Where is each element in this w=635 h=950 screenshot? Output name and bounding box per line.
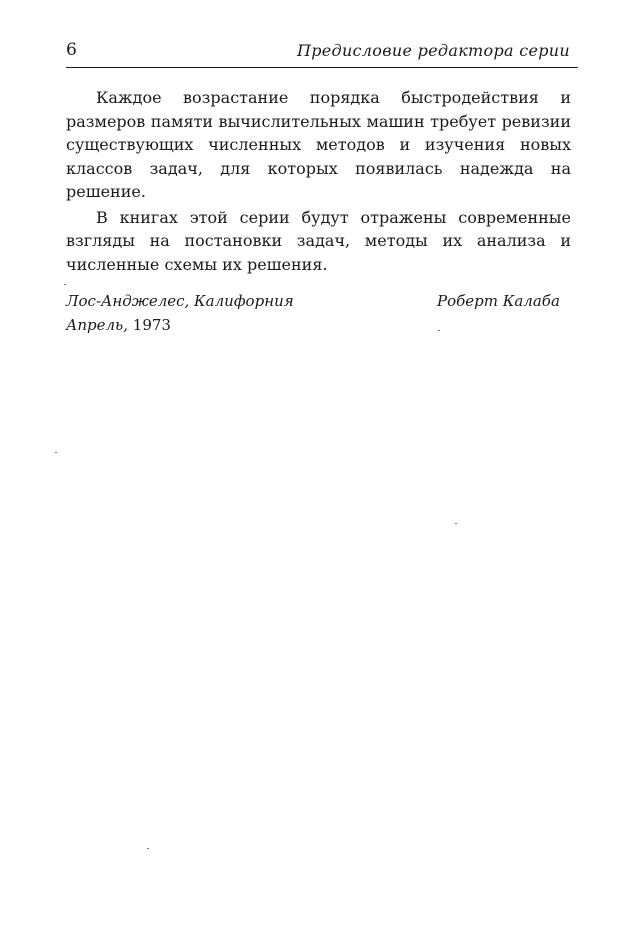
- paragraph-2: В книгах этой серии будут отражены современные взгляды на постановки задач, методы их анализа и численные схемы их решения.: [66, 207, 571, 274]
- body-text: [66, 86, 571, 276]
- signature-place: Лос-Анджелес, Калифорния: [66, 292, 294, 310]
- signature-month: Апрель,: [66, 316, 128, 334]
- signature-year: 1973: [132, 316, 171, 334]
- scan-speck: [455, 523, 457, 524]
- paragraph-1: Каждое возрастание порядка быстродействия и размеров памяти вычислительных машин требует ревизии существующих численных методов и изучения новых классов задач, для которых появилась надежда на решение.: [66, 88, 571, 201]
- scan-speck: [438, 330, 440, 331]
- signature-date: [66, 316, 171, 334]
- signature-author: Роберт Калаба: [437, 292, 560, 310]
- scan-speck: [64, 284, 66, 285]
- scan-speck: [147, 848, 149, 849]
- page-number: 6: [66, 40, 77, 60]
- scan-speck: [55, 452, 57, 453]
- running-title: Предисловие редактора серии: [296, 41, 570, 60]
- header-rule: [66, 67, 578, 68]
- running-head: [66, 40, 576, 64]
